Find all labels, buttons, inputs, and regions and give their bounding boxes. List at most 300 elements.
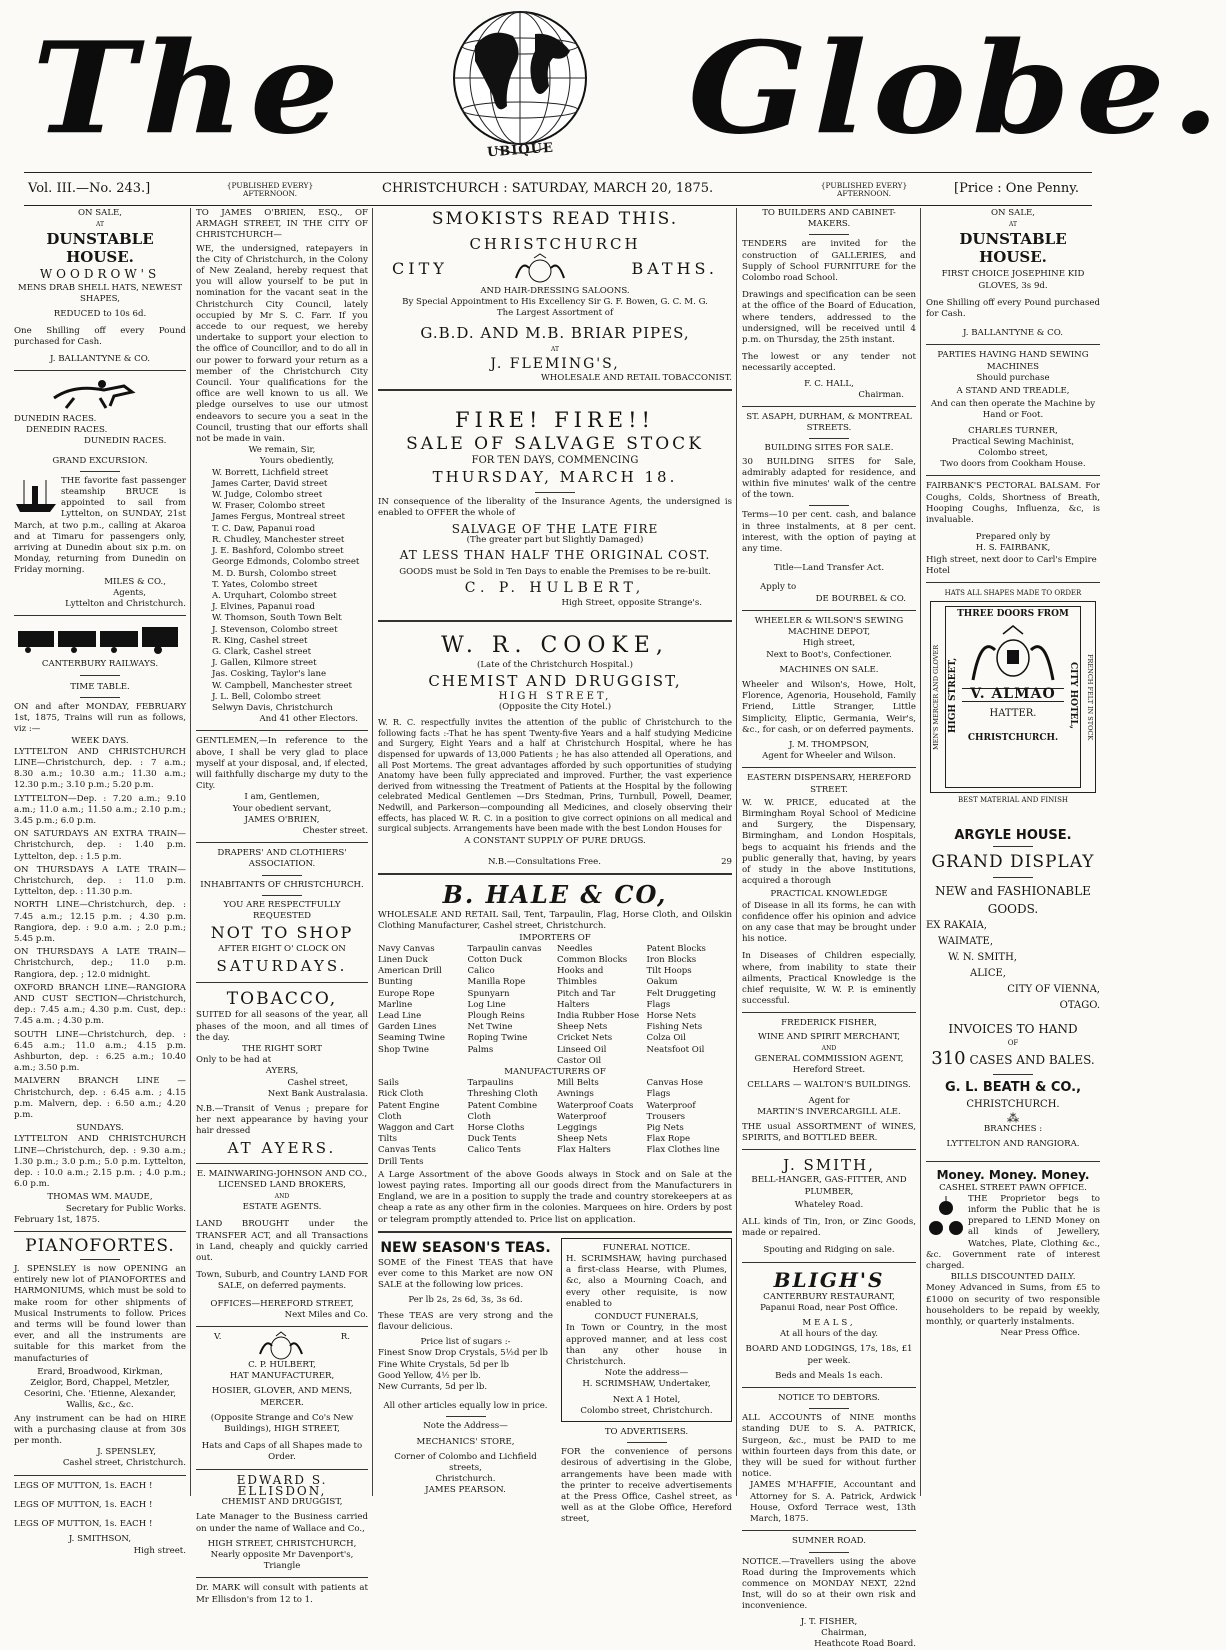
- column-1: [14, 208, 186, 1556]
- list-item: Patent Blocks: [646, 943, 706, 954]
- ad-line: BELL-HANGER, GAS-FITTER, AND PLUMBER,: [751, 1175, 907, 1197]
- ad-signature: J. T. FISHER,: [800, 1616, 858, 1627]
- ad-heading: ST. ASAPH, DURHAM, & MONTREAL STREETS.: [746, 412, 912, 434]
- list-item: American Drill: [378, 966, 442, 977]
- ad-line: A CONSTANT SUPPLY OF PURE DRUGS.: [464, 835, 646, 846]
- list-item: Pig Nets: [646, 1123, 684, 1134]
- ad-pawn-office: [926, 1167, 1100, 1340]
- divider: [742, 1530, 916, 1531]
- side-text: CITY HOTEL,: [1068, 661, 1078, 729]
- ad-b-hale: [378, 880, 732, 1226]
- list-item: Flax Clothes line: [646, 1145, 720, 1156]
- ad-line: DUNEDIN RACES.: [14, 414, 97, 425]
- list-item: Waggon and Cart Tilts: [378, 1123, 454, 1145]
- ad-funeral-notice: [561, 1238, 732, 1422]
- ad-heading: BUILDING SITES FOR SALE.: [764, 443, 894, 454]
- ad-line: AT: [1008, 221, 1017, 229]
- list-item: R. King, Cashel street: [212, 635, 308, 646]
- ad-line: Hats and Caps of all Shapes made to Order.: [201, 1441, 363, 1463]
- ad-heading: WEEK DAYS.: [71, 735, 129, 746]
- royal-arms-icon: [963, 622, 1063, 686]
- ad-v-almao-hatter: [926, 588, 1100, 806]
- ad-fire-sale: [378, 407, 732, 610]
- ad-signature: G. L. BEATH & CO.,: [944, 1079, 1082, 1095]
- ad-line: February 1st, 1875.: [14, 1214, 100, 1225]
- ad-line: CHEMIST AND DRUGGIST,: [221, 1497, 343, 1508]
- masthead-title-left: The: [32, 15, 346, 163]
- divider: [196, 842, 368, 843]
- list-item: W. Thomson, South Town Belt: [212, 613, 342, 624]
- ad-wheeler-wilson: [742, 616, 916, 762]
- ad-line: OF: [1007, 1038, 1019, 1047]
- masthead-title-right: Globe.: [688, 15, 1226, 163]
- ad-line: AT: [550, 345, 559, 353]
- list-item: Selwyn Davis, Christchurch: [212, 702, 333, 713]
- ad-eastern-dispensary: [742, 773, 916, 1007]
- list-item: James Fergus, Montreal street: [212, 512, 345, 523]
- ad-line: YOU ARE RESPECTFULLY REQUESTED: [223, 899, 341, 921]
- ad-line: Cashel street, Christchurch.: [62, 1458, 186, 1469]
- ad-body: Wheeler and Wilson's, Howe, Holt, Florence, Agenoria, Household, Family Friend, Little Stranger, Little Simplicity, Eliptic, Germania, Weir's, &c., for cash, or on deferred payments.: [742, 679, 916, 735]
- timetable-entry: ON THURSDAYS A LATE TRAIN—Christchurch, dep. : 11.0 p.m. Lyttelton, dep. : 11.30 p.m.: [14, 864, 186, 898]
- column-4: [742, 208, 916, 1649]
- ad-line: Your obedient servant,: [232, 803, 332, 814]
- ad-heading: HOSIER, GLOVER, AND MENS, MERCER.: [211, 1386, 353, 1408]
- timetable-entry: LYTTELTON AND CHRISTCHURCH LINE—Christchurch, dep. : 7 a.m.; 8.30 a.m.; 10.30 a.m.; 11.30 a.m.; 12.30 p.m.; 3.10 p.m.; 5.20 p.m.: [14, 746, 186, 791]
- importers-list: [378, 944, 464, 1067]
- ad-heading: GOODS.: [987, 901, 1039, 916]
- ad-heading: MANUFACTURERS OF: [504, 1067, 606, 1078]
- signatories-list: [196, 468, 368, 714]
- list-item: Net Twine: [467, 1022, 513, 1033]
- ad-heading: TO ADVERTISERS.: [604, 1426, 689, 1437]
- ad-line: THREE DOORS FROM: [957, 609, 1069, 620]
- ad-line: Agent for: [808, 1095, 850, 1106]
- locomotive-illustration: [14, 621, 186, 655]
- ad-signature: JAMES PEARSON.: [425, 1485, 506, 1496]
- divider: [809, 234, 849, 235]
- ad-signature: F. C. HALL,: [804, 378, 854, 389]
- divider: [80, 1259, 120, 1260]
- list-item: Canvas Tents: [378, 1145, 436, 1156]
- ad-heading: BLIGH'S: [773, 1267, 885, 1292]
- ad-line: Lyttelton and Christchurch.: [65, 599, 186, 610]
- manufacturers-list: [378, 1078, 464, 1168]
- divider: [809, 1408, 849, 1409]
- ad-heading: SALE OF SALVAGE STOCK: [406, 434, 704, 455]
- ad-body: Late Manager to the Business carried on under the name of Wallace and Co.,: [196, 1512, 368, 1534]
- crest-letter: R.: [340, 1332, 350, 1343]
- list-item: Sails: [378, 1078, 399, 1089]
- ad-heading: MEALS,: [802, 1318, 856, 1329]
- list-item: Log Line: [467, 999, 506, 1010]
- ad-heading: TIME TABLE.: [70, 681, 130, 692]
- divider: [926, 582, 1100, 583]
- ad-heading: DUNSTABLE HOUSE.: [46, 230, 154, 267]
- ad-heading: NEW SEASON'S TEAS.: [380, 1239, 551, 1256]
- list-item: Garden Lines: [378, 1022, 437, 1033]
- ad-line: The Largest Assortment of: [496, 308, 614, 319]
- list-item: Manilla Rope: [467, 977, 526, 988]
- ad-line: Practical Sewing Machinist,: [951, 436, 1075, 447]
- ad-body: H. SCRIMSHAW, having purchased a first-class Hearse, with Plumes, &c, also a Mourning Coach, and every other requisite, is now enabled to: [566, 1254, 727, 1309]
- list-item: Hooks and Thimbles: [557, 966, 604, 988]
- divider: [627, 1442, 667, 1443]
- list-item: Europe Rope: [378, 988, 435, 999]
- manufacturers-list: [468, 1078, 554, 1168]
- ad-line: BRANCHES :: [983, 1124, 1043, 1135]
- ad-heading: J. FLEMING'S,: [490, 355, 620, 372]
- cooke-footer: [378, 857, 732, 868]
- importers-grid: [378, 944, 732, 1067]
- ad-line: Whateley Road.: [794, 1199, 864, 1210]
- list-item: George Edmonds, Colombo street: [212, 557, 360, 568]
- list-item: W. Borrett, Lichfield street: [212, 467, 329, 478]
- ad-line: All other articles equally low in price.: [383, 1401, 548, 1412]
- divider: [14, 615, 186, 616]
- list-item: Waterproof Trousers: [646, 1100, 696, 1122]
- place-and-date: CHRISTCHURCH : SATURDAY, MARCH 20, 1875.: [382, 181, 714, 196]
- ad-heading: GRAND DISPLAY: [931, 851, 1095, 872]
- ad-heading: B. HALE & CO,: [442, 880, 668, 910]
- timetable-entry: LYTTELTON AND CHRISTCHURCH LINE—Christchurch, dep. : 9.30 a.m.; 1.30 p.m.; 3.0 p.m.; 5.0 p.m. Lyttelton, dep. : 10.0 a.m.; 2.15 p.m. ; 4.0 p.m.; 6.0 p.m.: [14, 1134, 186, 1190]
- ad-body: In Town or Country, in the most approved manner, and at less cost than any other house in Christchurch.: [566, 1323, 727, 1367]
- ad-line: High Street, opposite Strange's.: [561, 598, 702, 609]
- ad-heading: CHRISTCHURCH: [469, 235, 641, 253]
- column-rule: [190, 208, 191, 1496]
- ad-line: EX RAKAIA,: [926, 919, 987, 931]
- divider: [446, 1416, 486, 1417]
- volume-number: Vol. III.—No. 243.]: [28, 181, 151, 196]
- ad-line: REDUCED to 10s 6d.: [53, 309, 147, 320]
- ad-heading: Money. Money. Money.: [936, 1167, 1090, 1182]
- divider: [14, 1475, 186, 1476]
- list-item: Tilt Hoops: [646, 966, 692, 977]
- ad-line: HAT MANUFACTURER,: [229, 1371, 335, 1382]
- list-item: Fishing Nets: [646, 1022, 703, 1033]
- list-item: Plough Reins: [467, 1011, 525, 1022]
- ad-heading: J. SMITH,: [783, 1156, 875, 1175]
- ad-heading: THURSDAY, MARCH 18.: [432, 468, 678, 487]
- list-item: Iron Blocks: [646, 955, 697, 965]
- divider: [14, 1231, 186, 1232]
- ad-heading: DRAPERS' AND CLOTHIERS' ASSOCIATION.: [217, 848, 347, 870]
- ad-line: By Special Appointment to His Excellency Sir G. F. Bowen, G. C. M. G.: [402, 297, 708, 308]
- ad-number: 29: [721, 856, 732, 867]
- ad-body: ALL kinds of Tin, Iron, or Zinc Goods, made or repaired.: [742, 1217, 916, 1239]
- ad-heading: INHABITANTS OF CHRISTCHURCH.: [200, 879, 364, 890]
- ad-line: Apply to: [760, 582, 797, 593]
- ad-line: Title—Land Transfer Act.: [773, 563, 885, 574]
- list-item: Patent Combine Cloth: [467, 1100, 538, 1122]
- divider: [742, 1149, 916, 1150]
- side-text: HIGH STREET,: [948, 657, 958, 733]
- divider: [80, 697, 120, 698]
- ad-line: Fine White Crystals, 5d per lb: [378, 1359, 509, 1370]
- list-item: Bunting: [378, 977, 413, 988]
- ad-body: FOR the convenience of persons desirous of advertising in the Globe, arrangements have been made with the printer to receive advertisements at the Press Office, Cashel street, as well as at the Globe Office, Hereford street,: [561, 1447, 732, 1525]
- ad-canterbury-railways: [14, 659, 186, 1226]
- ad-body: JAMES M'HAFFIE, Accountant and Attorney for S. A. Patrick, Ardwick House, Oxford Terrace west, 13th March, 1875.: [750, 1480, 916, 1525]
- ad-line: Heathcote Road Board.: [814, 1638, 916, 1649]
- ad-line: OTAGO.: [1059, 999, 1100, 1011]
- divider: [196, 1577, 368, 1578]
- list-item: Common Blocks: [557, 955, 628, 965]
- list-item: Calico: [467, 966, 495, 977]
- divider: [742, 1387, 916, 1388]
- ad-drapers-association: [196, 848, 368, 977]
- list-item: Castor Oil: [557, 1055, 602, 1066]
- ad-building-sites: [742, 412, 916, 605]
- ad-signature: J. BALLANTYNE & CO.: [962, 328, 1064, 339]
- ad-line: HATS ALL SHAPES MADE TO ORDER: [944, 589, 1082, 598]
- ad-line: FOR TEN DAYS, COMMENCING: [471, 455, 639, 467]
- list-item: Mill Belts: [557, 1078, 599, 1089]
- crest-letter: V.: [214, 1332, 222, 1343]
- masthead: [20, 6, 1226, 166]
- ad-line: AT: [95, 221, 104, 229]
- ad-heading: V. ALMAO: [962, 688, 1064, 701]
- ad-body: Town, Suburb, and Country LAND FOR SALE, on deferred payments.: [196, 1270, 368, 1292]
- divider: [742, 1262, 916, 1263]
- ad-dunstable-hats: [14, 208, 186, 365]
- ad-line: LEGS OF MUTTON, 1s. EACH !: [14, 1480, 153, 1491]
- list-item: Patent Engine Cloth: [378, 1100, 440, 1122]
- ad-heading: NEW and FASHIONABLE: [935, 883, 1091, 898]
- ad-line: Finest Snow Drop Crystals, 5½d per lb: [378, 1348, 548, 1359]
- list-item: James Carter, David street: [212, 478, 328, 489]
- divider: [742, 406, 916, 407]
- ad-heading: TO BUILDERS AND CABINET-MAKERS.: [762, 208, 896, 230]
- divider: [378, 620, 732, 622]
- ad-ellisdon-chemist: [196, 1472, 368, 1606]
- ad-line: Christchurch.: [435, 1474, 496, 1485]
- manufacturers-list: [647, 1078, 733, 1168]
- list-item: M. D. Bursh, Colombo street: [212, 568, 337, 579]
- list-item: J. L. Bell, Colombo street: [212, 691, 321, 702]
- list-item: Drill Tents: [378, 1156, 424, 1167]
- ad-line: I am, Gentlemen,: [244, 792, 320, 803]
- ad-argyle-house: [926, 830, 1100, 1150]
- divider: [196, 1326, 368, 1327]
- ad-heading: AT LESS THAN HALF THE ORIGINAL COST.: [399, 548, 711, 563]
- list-item: Threshing Cloth: [467, 1089, 538, 1100]
- ad-signature: J. SPENSLEY,: [97, 1447, 156, 1458]
- ad-line: And can then operate the Machine by Hand or Foot.: [930, 399, 1096, 421]
- column-3: [378, 208, 732, 1525]
- list-item: Lead Line: [378, 1011, 422, 1022]
- list-item: J. Gallen, Kilmore street: [212, 658, 317, 669]
- ad-line: Chester street.: [302, 825, 368, 836]
- ad-line: Price list of sugars :-: [420, 1337, 511, 1348]
- ad-pianofortes: [14, 1237, 186, 1470]
- ad-line: At all hours of the day.: [779, 1329, 879, 1340]
- ad-line: High street, next door to Carl's Empire Hotel: [926, 554, 1097, 576]
- ad-line: Next A 1 Hotel,: [612, 1394, 681, 1405]
- ad-heading: E. MAINWARING-JOHNSON AND CO., LICENSED LAND BROKERS,: [196, 1168, 368, 1190]
- list-item: Canvas Hose: [646, 1078, 704, 1089]
- ad-line: Chairman,: [821, 1627, 867, 1638]
- divider: [809, 438, 849, 439]
- divider: [993, 1074, 1033, 1075]
- ad-heading: NOTICE TO DEBTORS.: [778, 1393, 880, 1404]
- ad-signature: H. SCRIMSHAW, Undertaker,: [582, 1379, 711, 1390]
- column-rule: [920, 208, 921, 1496]
- timetable-entry: MALVERN BRANCH LINE — Christchurch, dep. : 6.45 a.m. ; 4.15 p.m. Malvern, dep. : 6.50 a.m.; 4.20 p.m.: [14, 1076, 186, 1120]
- timetable-entry: OXFORD BRANCH LINE—RANGIORA AND CUST SECTION—Christchurch, dep.: 7.45 a.m.; 4.30 p.m. Cust, dep.: 7.45 a.m. ; 4.30 p.m.: [14, 982, 186, 1027]
- ad-line: CHRISTCHURCH.: [967, 732, 1059, 743]
- ad-line: BOARD AND LODGINGS, 17s, 18s, £1 per week.: [745, 1344, 913, 1366]
- ad-line: New Currants, 5d per lb.: [378, 1381, 488, 1392]
- ad-heading: FUNERAL NOTICE.: [602, 1242, 691, 1253]
- ad-heading: AT AYERS.: [227, 1138, 337, 1157]
- ad-line: MARTIN'S INVERCARGILL ALE.: [757, 1106, 901, 1117]
- ad-body: A Large Assortment of the above Goods always in Stock and on Sale at the lowest paying rates. Importing all our goods direct from the Manufacturers in England, we are in a position to supply the trade and country storekeepers at as cheap a rate as any other firm in the colonies. Marquees on hire. Orders by post or telegram promptly attended to. Price list on application.: [378, 1169, 732, 1225]
- list-item: Shop Twine: [378, 1044, 429, 1055]
- ad-line: High street.: [133, 1545, 186, 1556]
- ad-line: HIGH STREET,: [498, 690, 612, 702]
- ad-line: GOODS must be Sold in Ten Days to enable the Premises to be re-built.: [399, 567, 711, 578]
- ad-signature: C. P. HULBERT,: [464, 580, 646, 597]
- ad-body: Terms—10 per cent. cash, and balance in three instalments, at 8 per cent. interest, with the option of paying at any time.: [742, 510, 916, 555]
- ad-heading: EASTERN DISPENSARY, HEREFORD STREET.: [746, 773, 912, 795]
- column-rule: [372, 208, 373, 1496]
- ad-line: Yours obediently,: [259, 456, 335, 467]
- pawnbroker-balls-icon: [926, 1194, 966, 1242]
- steamship-icon: [14, 476, 58, 516]
- ad-sewing-treadle: [926, 350, 1100, 470]
- divider: [926, 475, 1100, 476]
- ad-signature: H. S. FAIRBANK,: [975, 543, 1051, 554]
- timetable-entry: NORTH LINE—Christchurch, dep. : 7.45 a.m.; 12.15 p.m. ; 4.30 p.m. Rangiora, dep. : 9.0 a.m. ; 2.0 p.m.; 5.45 p.m.: [14, 900, 186, 944]
- ad-body: Money Advanced in Sums, from £5 to £1000 on security of two responsible householders to be repaid by weekly, monthly, or quarterly instalments.: [926, 1283, 1100, 1327]
- ad-line: (The greater part but Slightly Damaged): [466, 534, 644, 545]
- ad-line: Spouting and Ridging on sale.: [763, 1245, 895, 1256]
- list-item: Calico Tents: [467, 1145, 521, 1156]
- ad-line: We remain, Sir,: [248, 445, 316, 456]
- ad-line: Hereford Street.: [792, 1065, 866, 1076]
- ad-heading: GRAND EXCURSION.: [52, 455, 148, 466]
- ad-body: Drawings and specification can be seen at the office of the Board of Education, where tenders, addressed to the undersigned, will be received until 4 p.m. on Thursday, the 25th instant.: [742, 290, 916, 346]
- right-bottom-stack: [561, 1238, 732, 1526]
- ad-line: DUNEDIN RACES.: [84, 436, 167, 447]
- ad-heading: IMPORTERS OF: [519, 932, 591, 943]
- ad-heading: CITY: [392, 259, 448, 279]
- list-item: Roping Twine: [467, 1033, 528, 1044]
- divider: [809, 505, 849, 506]
- ad-line: LYTTELTON AND RANGIORA.: [946, 1139, 1080, 1150]
- list-item: Spunyarn: [467, 988, 510, 999]
- published-note-left: {PUBLISHED EVERY} AFTERNOON.: [226, 181, 314, 198]
- ad-line: HATTER.: [989, 707, 1037, 719]
- ad-line: Per lb 2s, 2s 6d, 3s, 3s 6d.: [408, 1295, 523, 1306]
- ad-body: THE usual ASSORTMENT of WINES, SPIRITS, and BOTTLED BEER.: [742, 1122, 916, 1144]
- ornament-icon: ⁂: [1007, 1110, 1019, 1125]
- published-note-right: {PUBLISHED EVERY} AFTERNOON.: [820, 181, 908, 198]
- ad-body: SUITED for all seasons of the year, all phases of the moon, and all times of the day.: [196, 1010, 368, 1043]
- list-item: Jas. Cosking, Taylor's lane: [212, 669, 327, 680]
- ad-line: Colombo street,: [978, 448, 1048, 459]
- ad-line: Note the address—: [604, 1368, 689, 1379]
- list-item: Horse Cloths: [467, 1123, 525, 1134]
- ad-line: LEGS OF MUTTON, 1s. EACH !: [14, 1499, 153, 1510]
- ad-line: N.B.—Consultations Free.: [488, 856, 601, 867]
- ad-body: THE Proprietor begs to inform the Public that he is prepared to LEND Money on all kinds of Jewellery, Watches, Plate, Clothing &c., &c. Government rate of interest charged.: [926, 1193, 1100, 1271]
- ad-line: THE RIGHT SORT: [242, 1044, 322, 1054]
- list-item: Halters: [557, 999, 590, 1010]
- list-item: Cotton Duck: [467, 955, 523, 965]
- ad-line: OFFICES—HEREFORD STREET,: [210, 1298, 354, 1309]
- ad-line: Note the Address—: [423, 1421, 508, 1432]
- ad-builders-tenders: [742, 208, 916, 401]
- royal-arms-icon: [510, 254, 570, 284]
- ad-line: CELLARS — WALTON'S BUILDINGS.: [747, 1080, 911, 1091]
- ad-body: J. SPENSLEY is now OPENING an entirely new lot of PIANOFORTES and HARMONIUMS, which must be sold to make room for other shipments of Musical Instruments to follow. Prices and terms will be found lower than ever, and all the instruments are suitable for this market from the manufacturies of: [14, 1264, 186, 1364]
- timetable-entry: ON SATURDAYS AN EXTRA TRAIN—Christchurch, dep. : 1.40 p.m. Lyttelton, dep. : 1.5 p.m.: [14, 829, 186, 862]
- ad-body: 30 BUILDING SITES for Sale, admirably adapted for residence, and within five minutes' walk of the centre of the town.: [742, 456, 916, 501]
- list-item: Awnings: [557, 1089, 594, 1100]
- manufacturers-grid: [378, 1078, 732, 1168]
- masthead-motto: UBIQUE: [486, 140, 555, 161]
- divider: [535, 492, 575, 493]
- divider: [196, 1163, 368, 1164]
- ad-heading: G.B.D. AND M.B. BRIAR PIPES,: [420, 323, 690, 342]
- ad-line: HIGH STREET, CHRISTCHURCH,: [207, 1538, 357, 1549]
- ad-body: WHOLESALE AND RETAIL Sail, Tent, Tarpaulin, Flag, Horse Cloth, and Oilskin Clothing Manufacturer, Cashel street, Christchurch.: [378, 910, 732, 932]
- list-item: J. E. Bashford, Colombo street: [212, 546, 344, 557]
- ad-heading: TO JAMES O'BRIEN, ESQ., OF ARMAGH STREET, IN THE CITY OF CHRISTCHURCH—: [196, 208, 368, 241]
- ad-line: (Late of the Christchurch Hospital.): [477, 659, 633, 670]
- divider: [926, 1161, 1100, 1162]
- ad-new-season-teas: [378, 1238, 553, 1526]
- list-item: Tarpaulin canvas: [467, 943, 542, 954]
- ad-body: Any instrument can be had on HIRE with a purchasing clause at from 30s per month.: [14, 1413, 186, 1447]
- dateline: [24, 172, 1092, 206]
- ad-requisition-obrien: [196, 208, 368, 837]
- ad-heading: TOBACCO,: [226, 989, 338, 1010]
- list-item: Oakum: [646, 977, 678, 988]
- ad-heading: SALVAGE OF THE LATE FIRE: [451, 521, 659, 536]
- ad-body: GENTLEMEN,—In reference to the above, I shall be very glad to place myself at your disposal, and, if elected, will faithfully discharge my duty to the City.: [196, 736, 368, 792]
- ad-signature: CHARLES TURNER,: [968, 425, 1058, 436]
- timetable-entry: LYTTELTON—Dep. : 7.20 a.m.; 9.10 a.m.; 11.0 a.m.; 11.50 a.m.; 2.10 p.m.; 3.45 p.m.; 6.0 p.m.: [14, 793, 186, 826]
- ad-line: (Opposite Strange and Co's New Buildings), HIGH STREET,: [210, 1412, 354, 1435]
- ad-line: WINE AND SPIRIT MERCHANT,: [757, 1031, 901, 1042]
- list-item: Sheep Nets: [557, 1022, 608, 1033]
- ad-line: Only to be had at: [196, 1055, 272, 1066]
- ad-line: ALICE,: [970, 967, 1006, 979]
- ad-body: ON and after MONDAY, FEBRUARY 1st, 1875, Trains will run as follows, viz :—: [14, 701, 186, 735]
- list-item: Sheep Nets: [557, 1134, 608, 1145]
- ad-line: FIRST CHOICE JOSEPHINE KID GLOVES, 3s 9d.: [941, 269, 1085, 291]
- ad-line: LEGS OF MUTTON, 1s. EACH !: [14, 1519, 153, 1530]
- ad-line: Next Miles and Co.: [284, 1309, 368, 1320]
- list-item: Flax Rope: [646, 1134, 691, 1145]
- list-item: Navy Canvas: [378, 943, 435, 954]
- ad-cooke-chemist: [378, 632, 732, 869]
- importers-list: [557, 944, 643, 1067]
- divider: [196, 982, 368, 983]
- list-item: W. Campbell, Manchester street: [212, 680, 352, 691]
- list-item: Flax Halters: [557, 1145, 611, 1156]
- ad-heading: SUNDAYS.: [76, 1123, 124, 1134]
- list-item: W. Fraser, Colombo street: [212, 501, 325, 512]
- ad-heading: DUNSTABLE HOUSE.: [959, 230, 1067, 267]
- list-item: Flags: [646, 1089, 671, 1100]
- ad-line: ON SALE,: [77, 208, 123, 218]
- ad-body: The lowest or any tender not necessarily accepted.: [742, 352, 916, 374]
- timetable-entry: ON THURSDAYS A LATE TRAIN—Christchurch, dep.; 11.0 p.m. Rangiora, dep. ; 12.0 midnight.: [14, 947, 186, 980]
